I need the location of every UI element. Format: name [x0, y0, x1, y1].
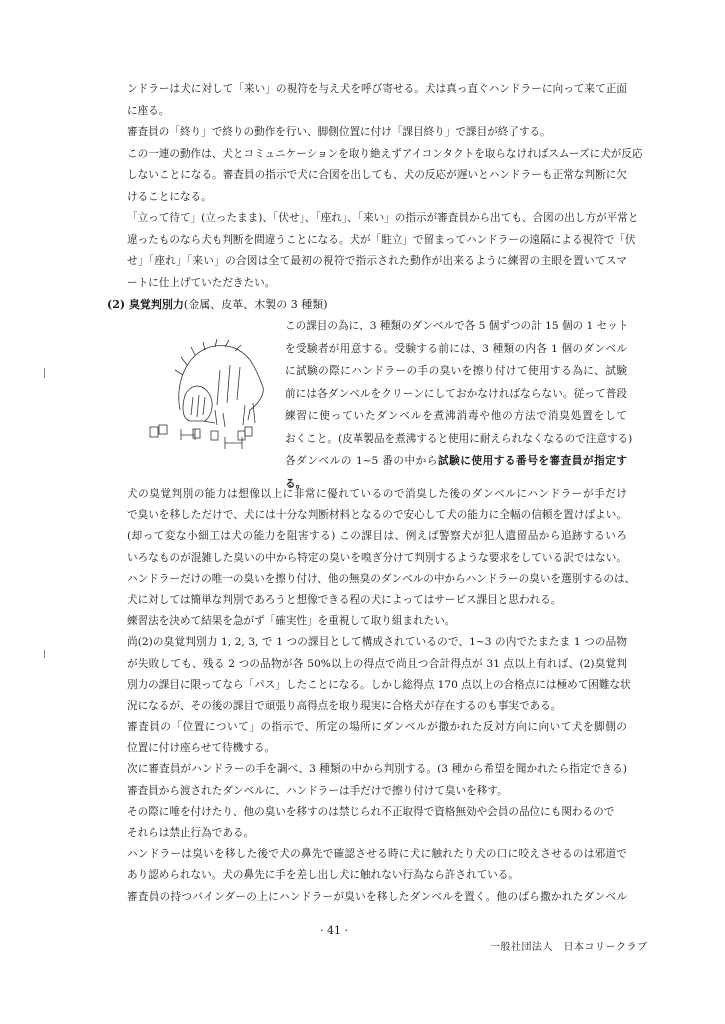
text-line: 尚(2)の臭覚判別力 1, 2, 3, で 1 つの課目として構成されているので、1~3 の内でたまたま 1 つの品物: [127, 636, 627, 649]
text-line: ハンドラーだけの唯一の臭いを擦り付け、他の無臭のダンベルの中からハンドラーの臭いを選別するのは、: [127, 572, 636, 585]
publisher-footer: 一般社団法人 日本コリークラブ: [490, 942, 648, 953]
text-line: それらは禁止行為である。: [127, 827, 255, 839]
text-line: で臭いを移しただけで、犬には十分な判断材料となるので安心して犬の能力に全幅の信頼を置けばよい。: [127, 509, 627, 522]
text-line: 次に審査員がハンドラーの手を調べ、3 種類の中から判別する。(3 種から希望を聞かれたら指定できる): [127, 763, 627, 776]
text-line: 審査員の「位置について」の指示で、所定の場所にダンベルが撒かれた反対方向に向いて犬を脚側の: [127, 721, 627, 734]
text-line: この課目の為に、3 種類のダンベルで各 5 個ずつの計 15 個の 1 セット: [285, 320, 629, 332]
text-line: 審査員の「終り」で終りの動作を行い、脚側位置に付け「課目終り」で課目が終了する。: [127, 126, 551, 138]
section-subtitle: (金属、皮革、木製の 3 種類): [183, 298, 328, 311]
text-line: その際に唾を付けたり、他の臭いを移すのは禁じられ不正取得で資格無効や会員の品位にも関わるので: [127, 805, 615, 818]
text-line: が失敗しても、残る 2 つの品物が各 50%以上の得点で尚且つ合計得点が 31 点以上有れば、(2)臭覚判: [127, 657, 627, 670]
text-line: せ」「座れ」「来い」の合図は全て最初の視符で指示された動作が出来るように練習の主眼を置いてスマ: [127, 255, 627, 267]
text-line: おくこと。(皮革製品を煮沸すると使用に耐えられなくなるので注意する): [285, 432, 633, 445]
text-line: 前には各ダンベルをクリーンにしておかなければならない。従って普段: [285, 387, 627, 400]
bold-emphasis: る。: [285, 477, 307, 490]
paragraph-block-beside-illustration: [285, 315, 633, 495]
text-line: 別力の課目に限ってなら「パス」したことになる。しかし総得点 170 点以上の合格点には極めて困難な状: [127, 678, 631, 691]
text-span: 各ダンベルの 1~5 番の中から: [285, 455, 438, 467]
bold-emphasis: 試験に使用する番号を審査員が指定す: [437, 455, 627, 467]
text-line: 犬の臭覚判別の能力は想像以上に非常に優れているので消臭した後のダンベルにハンドラーが手だけ: [127, 488, 627, 500]
text-line: ンドラーは犬に対して「来い」の視符を与え犬を呼び寄せる。犬は真っ直ぐハンドラーに向って来て正面: [127, 83, 627, 95]
section-heading: [107, 296, 328, 312]
text-line: 位置に付け座らせて待機する。: [127, 742, 275, 755]
text-line: 況になるが、その後の課目で頑張り高得点を取り現実に合格犬が存在するのも事実である。: [127, 699, 562, 712]
text-line: 練習に使っていたダンベルを煮沸消毒や他の方法で消臭処置をして: [285, 410, 627, 422]
page-number: · 41 ·: [320, 924, 348, 937]
text-line: ハンドラーは臭いを移した後で犬の鼻先で確認させる時に犬に触れたり犬の口に咬えさせるのは邪道で: [127, 848, 627, 861]
text-line: 審査員の持つバインダーの上にハンドラーが臭いを移したダンベルを置く。他のばら撒かれたダンベル: [127, 890, 627, 903]
section-number: (2): [107, 298, 126, 311]
text-line: 練習法を決めて結果を急がず「確実性」を重視して取り組まれたい。: [127, 615, 456, 628]
text-line: しないことになる。審査員の指示で犬に合図を出しても、犬の反応が遅いとハンドラーも正常な判断に欠: [127, 169, 627, 181]
text-line: 審査員から渡されたダンベルに、ハンドラーは手だけで擦り付けて臭いを移す。: [127, 784, 508, 797]
text-line: この一連の動作は、犬とコミュニケーションを取り絶えずアイコンタクトを取らなければスムーズに犬が反応: [127, 147, 643, 160]
text-line: ートに仕上げていただきたい。: [127, 276, 276, 289]
scan-mark: [44, 650, 45, 658]
text-line: 犬に対しては簡単な判別であろうと想像できる程の犬によってはサービス課目と思われる。: [127, 593, 562, 606]
text-line: 違ったものなら犬も判断を間違うことになる。犬が「駐立」で留まってハンドラーの遠隔による視符で「伏: [127, 233, 636, 246]
text-line: を受験者が用意する。受験する前には、3 種類の内各 1 個のダンベル: [285, 342, 627, 355]
text-line: あり認められない。犬の鼻先に手を差し出し犬に触れない行為なら許されている。: [127, 869, 519, 882]
paragraph-block-intro: [127, 79, 643, 294]
section-title: 臭覚判別力: [128, 298, 184, 311]
text-line: に座る。: [127, 104, 170, 117]
text-line: けることになる。: [127, 190, 212, 203]
text-line: (却って変な小細工は犬の能力を阻害する) この課目は、例えば警察犬が犯人遺留品から追跡するいろ: [127, 530, 627, 543]
text-line: [285, 450, 627, 473]
text-line: 「立って待て」(立ったまま)、「伏せ」、「座れ」、「来い」の指示が審査員から出ても、合図の出し方が平常と: [127, 212, 639, 224]
paragraph-block-main: [127, 484, 636, 908]
text-line: に試験の際にハンドラーの手の臭いを擦り付けて使用する為に、試験: [285, 365, 627, 377]
dog-sniffing-dumbbells-illustration: [145, 325, 275, 450]
text-line: いろなものが混雑した臭いの中から特定の臭いを嗅ぎ分けて判別するような要求をしている訳ではない。: [127, 551, 627, 564]
scan-mark: [44, 368, 45, 378]
